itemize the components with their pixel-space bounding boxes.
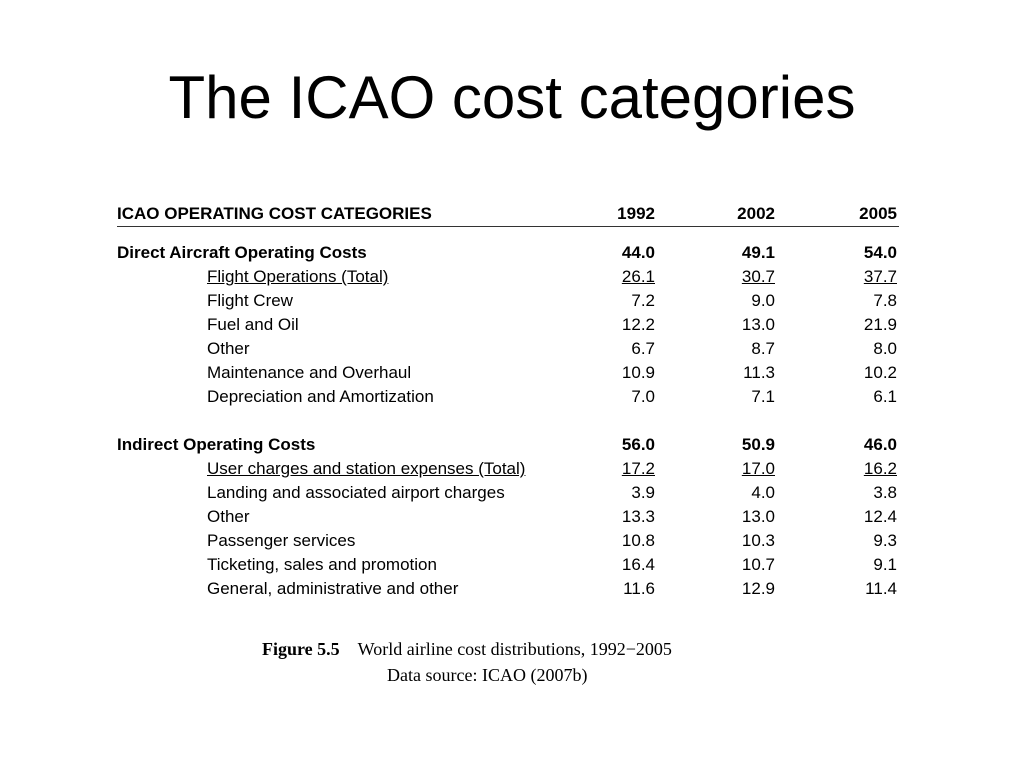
cell-value: 11.3 [743,363,775,382]
cell-value: 8.7 [751,339,775,358]
section-spacer [117,227,899,241]
cell-2005 [817,289,897,313]
cell-1992 [575,553,655,577]
cell-value: 4.0 [751,483,775,502]
cell-2005 [817,313,897,337]
cell-2002 [695,577,775,601]
cell-2005 [817,529,897,553]
table-row [117,337,899,361]
table-row [117,577,899,601]
cell-value: 13.0 [741,507,775,526]
data-source: Data source: ICAO (2007b) [387,665,588,685]
table-row [117,289,899,313]
table-body [117,227,899,601]
cell-1992 [575,481,655,505]
row-label: Passenger services [207,531,356,550]
cell-1992 [575,313,655,337]
figure-text: World airline cost distributions, 1992−2005 [357,639,672,659]
cell-2002 [695,457,775,481]
cell-value: 6.7 [631,339,655,358]
section-total-2005: 54.0 [863,243,897,262]
cell-2002 [695,289,775,313]
slide-title: The ICAO cost categories [168,64,856,131]
cell-1992 [575,265,655,289]
cell-value: 16.2 [863,459,897,478]
cell-value: 13.0 [741,315,775,334]
section-title: Indirect Operating Costs [117,435,316,454]
row-label: Landing and associated airport charges [207,483,505,502]
cell-value: 10.8 [621,531,655,550]
cell-2002 [695,265,775,289]
cell-2002 [695,361,775,385]
cell-1992 [575,289,655,313]
row-label: Flight Crew [207,291,293,310]
cell-value: 3.9 [631,483,655,502]
cell-value: 37.7 [863,267,897,286]
section-total-2002: 50.9 [741,435,775,454]
cell-2005 [817,385,897,409]
cell-value: 17.2 [621,459,655,478]
year-header-1992: 1992 [617,204,655,223]
table-row [117,505,899,529]
cell-2002 [695,505,775,529]
cell-value: 16.4 [621,555,655,574]
cell-value: 17.0 [741,459,775,478]
cell-value: 9.1 [873,555,897,574]
figure-label: Figure 5.5 [262,639,340,659]
cell-value: 10.7 [741,555,775,574]
table-row [117,529,899,553]
cell-value: 12.2 [621,315,655,334]
cell-2005 [817,481,897,505]
cell-1992 [575,337,655,361]
cell-2002 [695,337,775,361]
cell-value: 11.4 [865,579,897,598]
cell-value: 9.0 [751,291,775,310]
table-header-row [117,202,899,227]
section-title: Direct Aircraft Operating Costs [117,243,367,262]
cell-2002 [695,481,775,505]
table-row [117,265,899,289]
table-row [117,553,899,577]
cell-2005 [817,265,897,289]
cell-2002 [695,529,775,553]
table-row [117,457,899,481]
cell-2005 [817,457,897,481]
cell-2005 [817,505,897,529]
cell-value: 11.6 [623,579,655,598]
table-header-label: ICAO OPERATING COST CATEGORIES [117,204,432,223]
cell-value: 7.2 [631,291,655,310]
section-total-2005: 46.0 [863,435,897,454]
cell-2005 [817,553,897,577]
row-label: Ticketing, sales and promotion [207,555,437,574]
cell-value: 12.4 [863,507,897,526]
section-header-row [117,433,899,457]
section-spacer [117,409,899,433]
cell-value: 6.1 [873,387,897,406]
cell-1992 [575,457,655,481]
cell-value: 9.3 [873,531,897,550]
cell-2002 [695,553,775,577]
cell-value: 12.9 [741,579,775,598]
year-header-2002: 2002 [737,204,775,223]
figure-caption [262,636,672,688]
cell-1992 [575,385,655,409]
section-header-row [117,241,899,265]
table-row [117,385,899,409]
row-label: Maintenance and Overhaul [207,363,412,382]
cell-value: 21.9 [863,315,897,334]
row-label: General, administrative and other [207,579,459,598]
table-row [117,313,899,337]
cell-1992 [575,529,655,553]
cell-2005 [817,361,897,385]
table-row [117,481,899,505]
cell-value: 7.8 [873,291,897,310]
cell-1992 [575,577,655,601]
cell-value: 10.9 [621,363,655,382]
cell-2002 [695,313,775,337]
row-label: Other [207,507,250,526]
cell-2005 [817,577,897,601]
row-label: Depreciation and Amortization [207,387,434,406]
cell-value: 7.0 [631,387,655,406]
cell-value: 30.7 [741,267,775,286]
cell-2005 [817,337,897,361]
cell-value: 8.0 [873,339,897,358]
cell-value: 26.1 [621,267,655,286]
cell-value: 10.3 [741,531,775,550]
cell-2002 [695,385,775,409]
section-total-2002: 49.1 [741,243,775,262]
row-label: User charges and station expenses (Total) [207,459,526,478]
caption-line-1 [262,636,672,662]
cell-1992 [575,505,655,529]
year-header-2005: 2005 [859,204,897,223]
section-total-1992: 56.0 [621,435,655,454]
table-row [117,361,899,385]
cell-1992 [575,361,655,385]
cell-value: 7.1 [751,387,775,406]
section-total-1992: 44.0 [621,243,655,262]
row-label: Flight Operations (Total) [207,267,389,286]
row-label: Fuel and Oil [207,315,299,334]
cell-value: 10.2 [863,363,897,382]
cost-table [117,202,899,601]
row-label: Other [207,339,250,358]
cell-value: 3.8 [873,483,897,502]
cell-value: 13.3 [621,507,655,526]
